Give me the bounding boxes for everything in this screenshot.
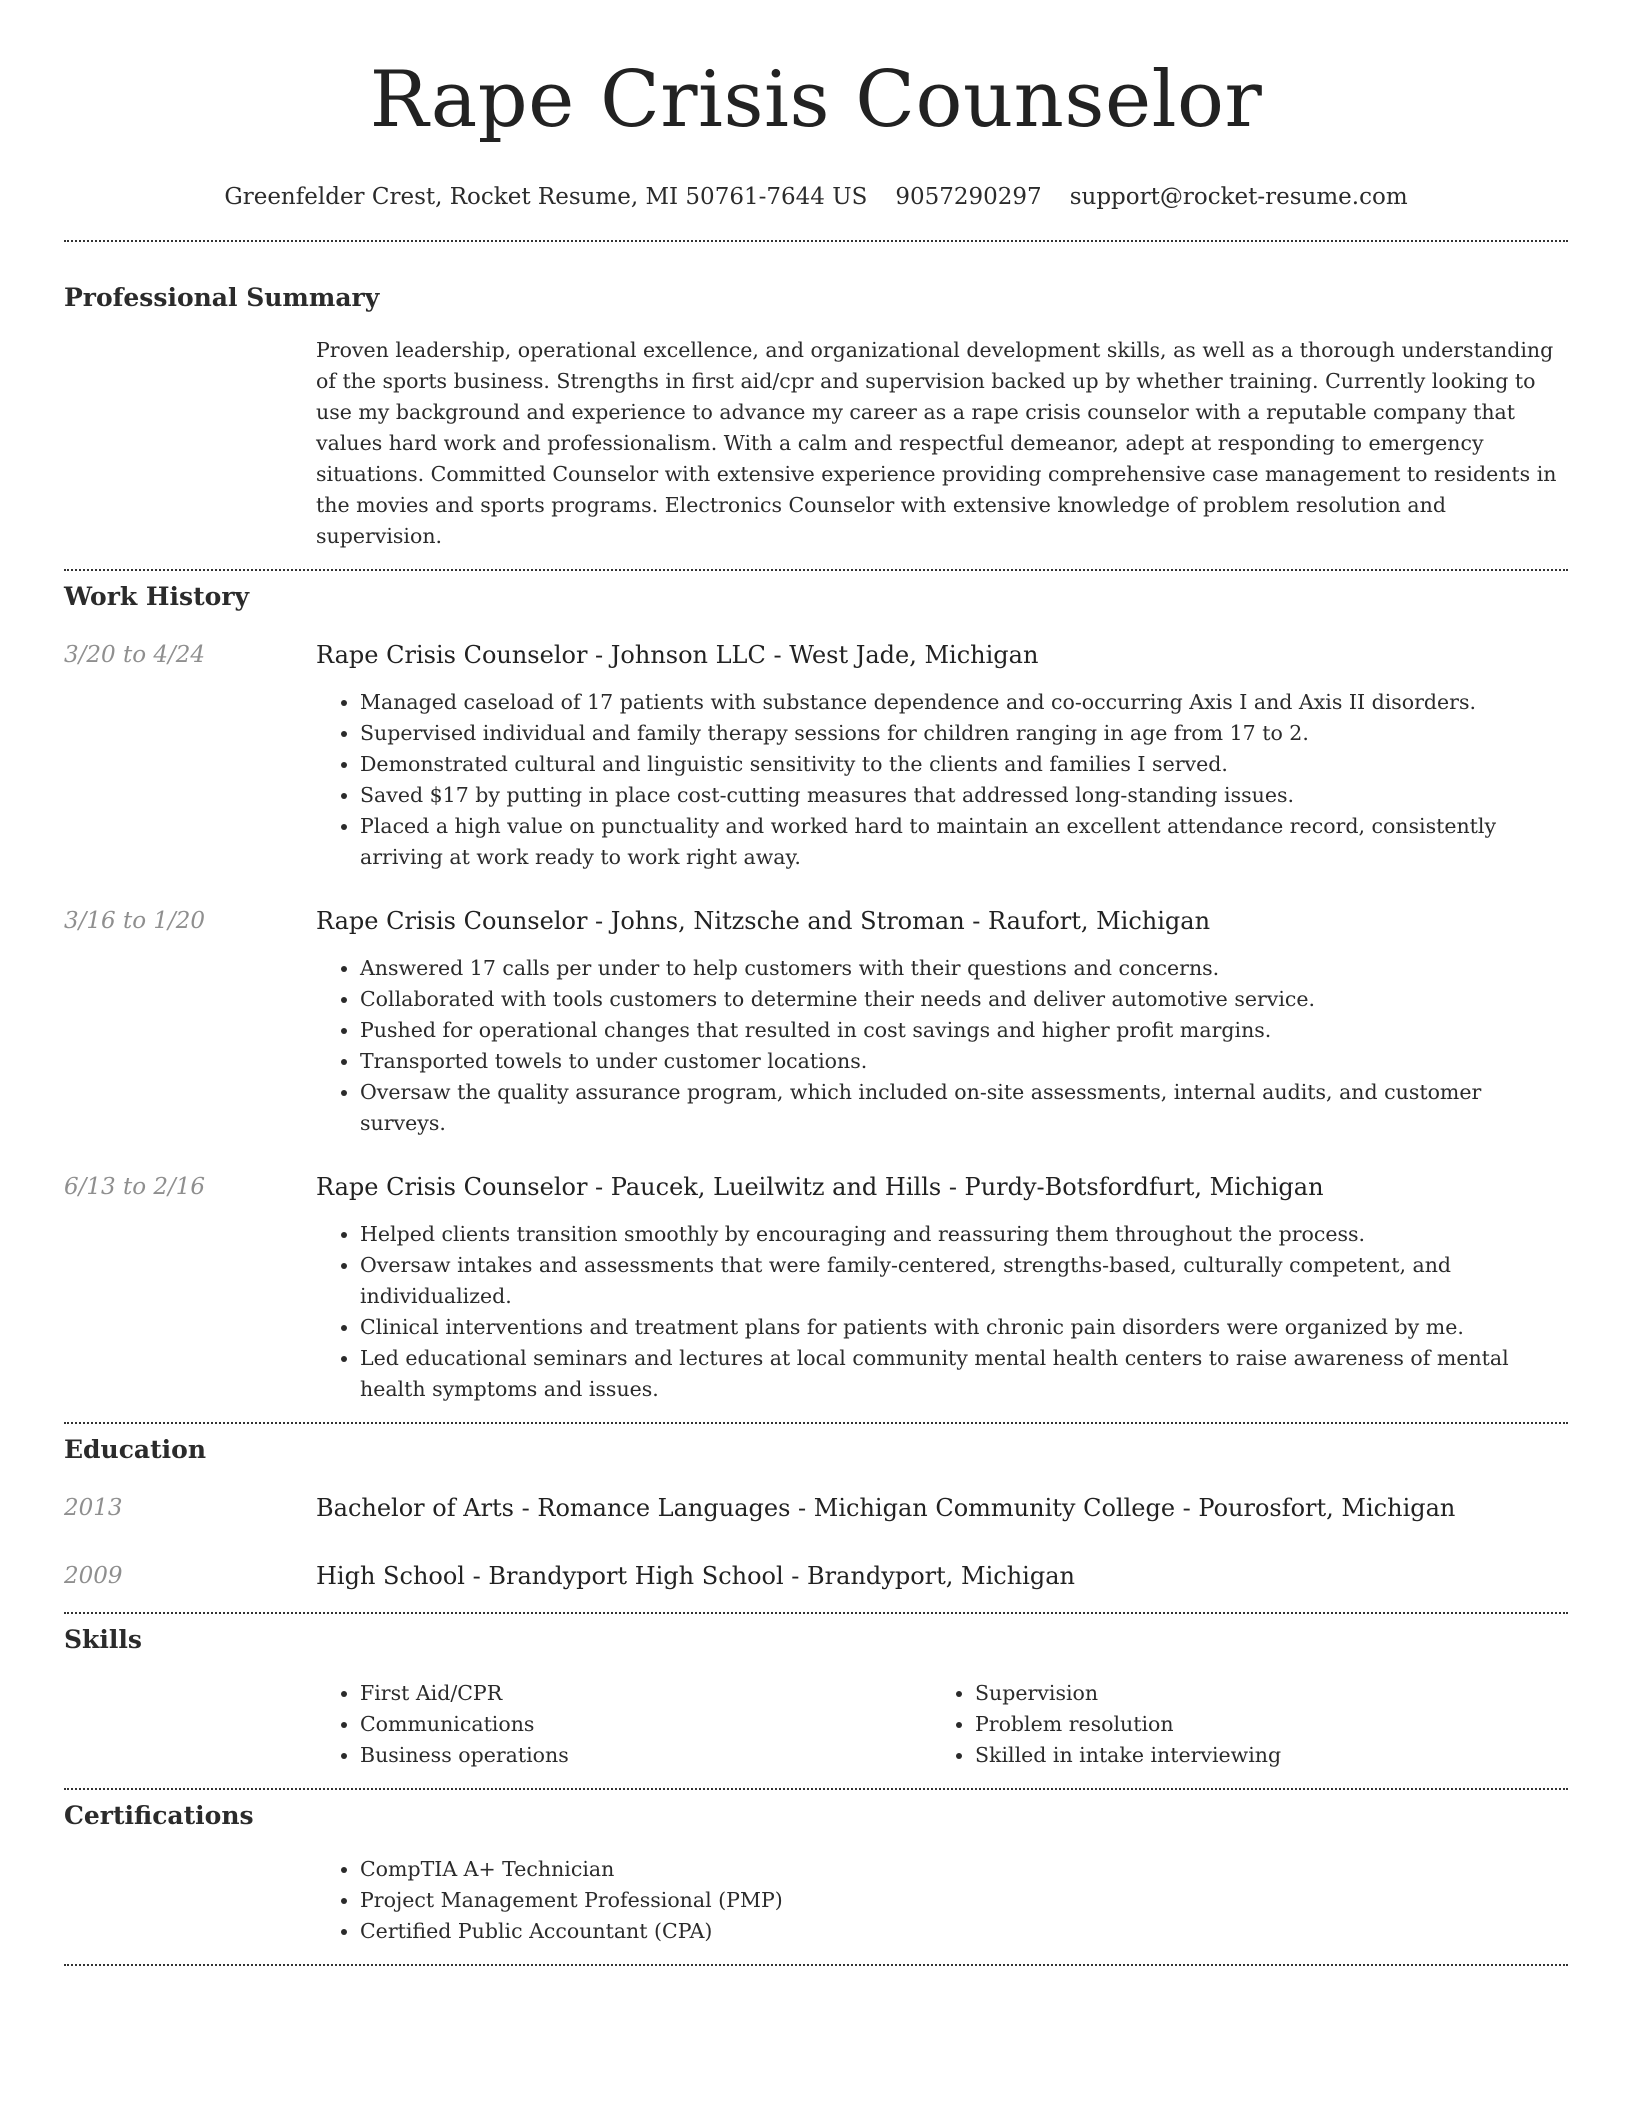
- job-heading: Rape Crisis Counselor - Paucek, Lueilwitz and Hills - Purdy-Botsfordfurt, Michigan: [316, 1173, 1324, 1201]
- skills-title: Skills: [64, 1625, 142, 1654]
- list-item: • Communications: [360, 1709, 931, 1740]
- divider: [64, 1788, 1568, 1790]
- summary-section: [64, 282, 1568, 552]
- divider: [64, 569, 1568, 571]
- divider: [64, 1612, 1568, 1614]
- education-entry: [64, 1492, 1568, 1524]
- skills-list-right: [931, 1678, 1546, 1771]
- address: Greenfelder Crest, Rocket Resume, MI 50761-7644 US: [224, 184, 868, 210]
- list-item: • Oversaw intakes and assessments that were family-centered, strengths-based, culturally competent, and individualized.: [360, 1250, 1568, 1312]
- work-section: [64, 581, 1568, 1405]
- work-title: Work History: [64, 582, 250, 611]
- list-item: • CompTIA A+ Technician: [360, 1854, 1568, 1885]
- email: support@rocket-resume.com: [1069, 184, 1408, 210]
- education-title: Education: [64, 1435, 207, 1464]
- job-heading: Rape Crisis Counselor - Johns, Nitzsche and Stroman - Raufort, Michigan: [316, 907, 1211, 935]
- job-dates: 3/20 to 4/24: [64, 642, 206, 668]
- list-item: • Led educational seminars and lectures at local community mental health centers to raise awareness of mental health symptoms and issues.: [360, 1343, 1568, 1405]
- list-item: • Demonstrated cultural and linguistic sensitivity to the clients and families I served.: [360, 749, 1568, 780]
- list-item: • Collaborated with tools customers to determine their needs and deliver automotive service.: [360, 984, 1568, 1015]
- list-item: • Helped clients transition smoothly by encouraging and reassuring them throughout the process.: [360, 1219, 1568, 1250]
- certifications-title: Certifications: [64, 1801, 254, 1830]
- skills-section: [64, 1624, 1568, 1771]
- list-item: • Business operations: [360, 1740, 931, 1771]
- divider: [64, 1964, 1568, 1966]
- list-item: • First Aid/CPR: [360, 1678, 931, 1709]
- education-entry: [64, 1560, 1568, 1592]
- skills-list-left: [316, 1678, 931, 1771]
- list-item: • Certified Public Accountant (CPA): [360, 1916, 1568, 1947]
- job-entry: [64, 1171, 1568, 1405]
- list-item: • Transported towels to under customer locations.: [360, 1046, 1568, 1077]
- summary-title: Professional Summary: [64, 283, 380, 312]
- job-dates: 6/13 to 2/16: [64, 1174, 206, 1200]
- education-heading: High School - Brandyport High School - Brandyport, Michigan: [316, 1562, 1075, 1590]
- list-item: • Skilled in intake interviewing: [975, 1740, 1546, 1771]
- list-item: • Managed caseload of 17 patients with substance dependence and co-occurring Axis I and Axis II disorders.: [360, 687, 1568, 718]
- education-year: 2009: [64, 1563, 123, 1589]
- job-entry: [64, 905, 1568, 1139]
- job-bullets: [316, 1219, 1568, 1405]
- job-bullets: [316, 953, 1568, 1139]
- candidate-name: Rape Crisis Counselor: [369, 55, 1263, 145]
- divider: [64, 240, 1568, 242]
- certifications-list: [316, 1854, 1568, 1947]
- list-item: • Clinical interventions and treatment plans for patients with chronic pain disorders were organized by me.: [360, 1312, 1568, 1343]
- job-bullets: [316, 687, 1568, 873]
- list-item: • Project Management Professional (PMP): [360, 1885, 1568, 1916]
- list-item: • Saved $17 by putting in place cost-cutting measures that addressed long-standing issues.: [360, 780, 1568, 811]
- education-year: 2013: [64, 1495, 123, 1521]
- job-entry: [64, 639, 1568, 873]
- summary-text: Proven leadership, operational excellence, and organizational development skills, as well as a thorough understanding of the sports business. Strengths in first aid/cpr and supervision backed up by whether training. Currently looking to use my background and experience to advance my career as a rape crisis counselor with a reputable company that values hard work and professionalism. With a calm and respectful demeanor, adept at responding to emergency situations. Committed Counselor with extensive experience providing comprehensive case management to residents in the movies and sports programs. Electronics Counselor with extensive knowledge of problem resolution and supervision.: [316, 338, 1557, 548]
- divider: [64, 1422, 1568, 1424]
- list-item: • Supervision: [975, 1678, 1546, 1709]
- list-item: • Pushed for operational changes that resulted in cost savings and higher profit margins.: [360, 1015, 1568, 1046]
- list-item: • Problem resolution: [975, 1709, 1546, 1740]
- certifications-section: [64, 1800, 1568, 1947]
- job-dates: 3/16 to 1/20: [64, 908, 206, 934]
- list-item: • Supervised individual and family therapy sessions for children ranging in age from 17 to 2.: [360, 718, 1568, 749]
- list-item: • Oversaw the quality assurance program, which included on-site assessments, internal audits, and customer surveys.: [360, 1077, 1568, 1139]
- education-section: [64, 1434, 1568, 1592]
- contact-line: [64, 182, 1568, 212]
- education-heading: Bachelor of Arts - Romance Languages - Michigan Community College - Pourosfort, Michigan: [316, 1494, 1456, 1522]
- phone: 9057290297: [895, 184, 1042, 210]
- list-item: • Placed a high value on punctuality and worked hard to maintain an excellent attendance record, consistently arriving at work ready to work right away.: [360, 811, 1568, 873]
- job-heading: Rape Crisis Counselor - Johnson LLC - West Jade, Michigan: [316, 641, 1039, 669]
- list-item: • Answered 17 calls per under to help customers with their questions and concerns.: [360, 953, 1568, 984]
